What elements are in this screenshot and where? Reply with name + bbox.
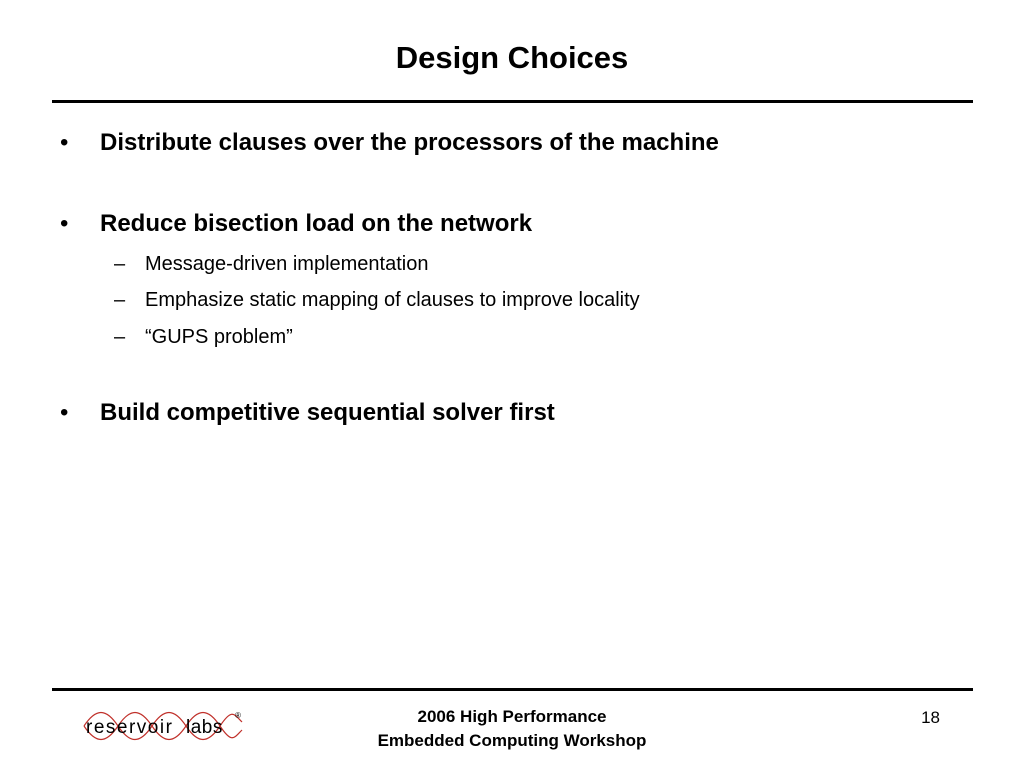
svg-text:®: ® bbox=[235, 711, 241, 720]
sub-bullet-marker: – bbox=[114, 289, 126, 311]
slide-title: Design Choices bbox=[395, 40, 629, 75]
footer-event bbox=[330, 705, 694, 753]
sub-bullet-text: “GUPS problem” bbox=[145, 326, 293, 348]
page-number: 18 bbox=[921, 708, 940, 727]
footer-event-line1: 2006 High Performance bbox=[417, 707, 607, 726]
reservoir-labs-logo bbox=[82, 700, 252, 750]
bullet-marker: • bbox=[60, 399, 69, 426]
sub-bullet-marker: – bbox=[114, 326, 126, 348]
svg-text:labs: labs bbox=[186, 717, 223, 738]
bullet-text: Build competitive sequential solver first bbox=[100, 399, 555, 426]
title-divider bbox=[52, 100, 973, 103]
sub-bullet-text: Emphasize static mapping of clauses to improve locality bbox=[145, 289, 640, 311]
sub-bullet-text: Message-driven implementation bbox=[145, 253, 429, 275]
sub-bullet-marker: – bbox=[114, 253, 126, 275]
footer-divider bbox=[52, 688, 973, 691]
bullet-marker: • bbox=[60, 129, 69, 156]
footer-event-line2: Embedded Computing Workshop bbox=[377, 731, 647, 750]
svg-text:reservoir: reservoir bbox=[86, 717, 174, 738]
bullet-text: Reduce bisection load on the network bbox=[100, 210, 533, 237]
bullet-marker: • bbox=[60, 210, 69, 237]
bullet-text: Distribute clauses over the processors of the machine bbox=[100, 129, 719, 156]
